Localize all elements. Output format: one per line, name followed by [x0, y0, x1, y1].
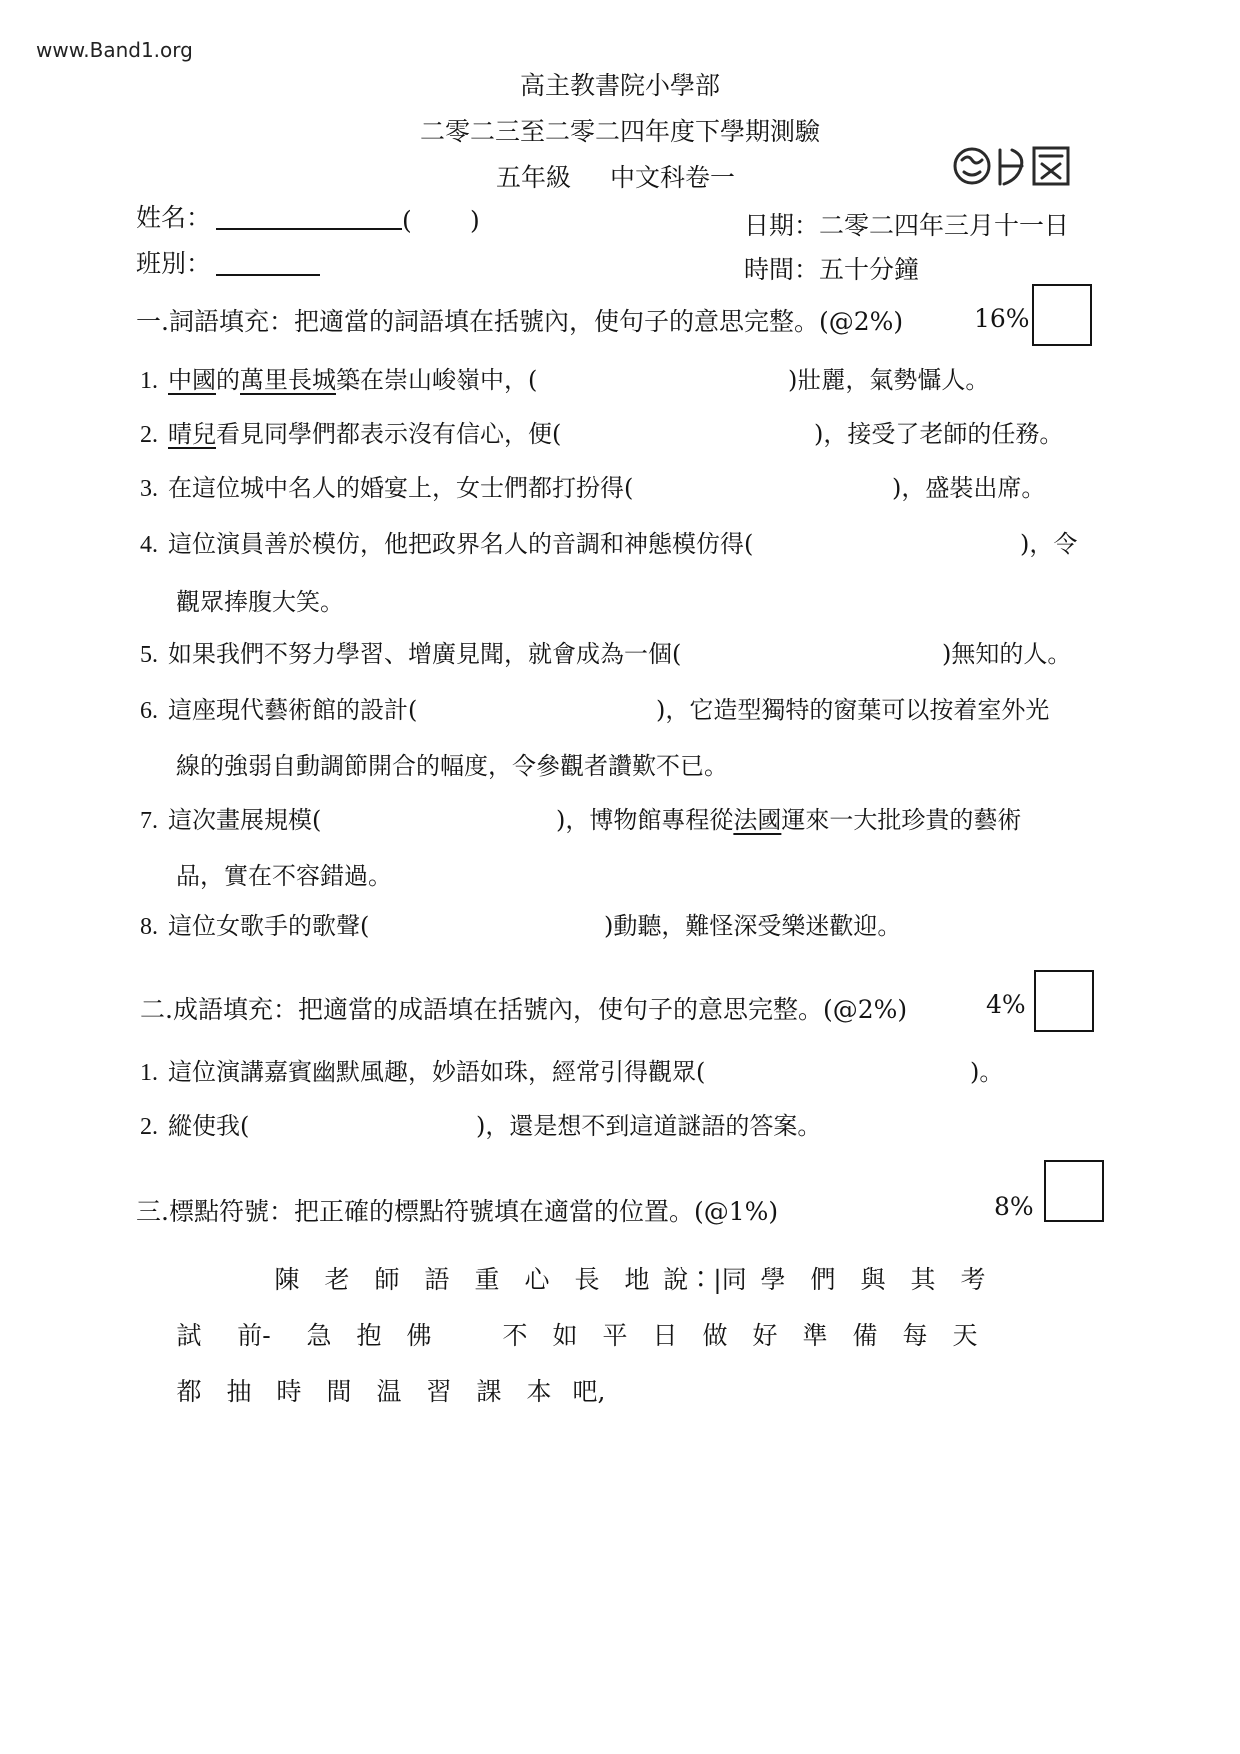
punct-char: 準 — [802, 1321, 828, 1350]
class-label: 班別： — [136, 249, 212, 278]
question-number: 7. — [140, 808, 158, 834]
punctuation-row-1 — [262, 1260, 998, 1296]
site-watermark: www.Band1.org — [36, 38, 193, 62]
punct-char: 本 — [526, 1377, 552, 1406]
proper-noun: 晴兒 — [168, 420, 216, 448]
section1-score: 16% — [974, 304, 1030, 333]
question-number: 3. — [140, 476, 158, 502]
punct-char: 長 — [574, 1265, 600, 1294]
s1-q2-tail: )，接受了老師的任務。 — [814, 420, 1064, 448]
question-number: 1. — [140, 1060, 158, 1086]
punct-char: 時 — [276, 1377, 302, 1406]
punct-char: 重 — [474, 1265, 500, 1294]
punct-char: 課 — [476, 1377, 502, 1406]
punct-char: 語 — [424, 1265, 450, 1294]
s1-question-2 — [140, 414, 561, 449]
question-text: 在這位城中名人的婚宴上，女士們都打扮得( — [168, 474, 634, 502]
s1-q7-line2: 品，實在不容錯過。 — [176, 862, 392, 890]
question-text: )，博物館專程從 — [556, 806, 734, 834]
punct-char: 抱 — [356, 1321, 382, 1350]
section2-score-box[interactable] — [1034, 970, 1094, 1032]
s1-q8-tail: )動聽，難怪深受樂迷歡迎。 — [604, 912, 902, 940]
punct-char: 與 — [860, 1265, 886, 1294]
s1-q1-tail: )壯麗，氣勢懾人。 — [788, 366, 990, 394]
punct-char: 抽 — [226, 1377, 252, 1406]
punct-char: 温 — [376, 1377, 402, 1406]
s2-question-2 — [140, 1106, 249, 1141]
question-text: 如果我們不努力學習、增廣見聞，就會成為一個( — [168, 640, 682, 668]
s1-q6-tail: )，它造型獨特的窗葉可以按着室外光 — [656, 696, 1050, 724]
punct-char: 急 — [306, 1321, 332, 1350]
section3-score: 8% — [994, 1192, 1034, 1221]
proper-noun: 法國 — [733, 806, 782, 834]
exam-duration: 時間：五十分鐘 — [744, 255, 920, 284]
question-text: 縱使我( — [168, 1112, 250, 1140]
punct-char: 每 — [902, 1321, 928, 1350]
grade-label: 五年級 — [496, 163, 572, 192]
punct-char: 間 — [326, 1377, 352, 1406]
punct-char: 試 — [176, 1321, 202, 1350]
proper-noun: 中國 — [168, 366, 216, 394]
s1-q4-line2: 觀眾捧腹大笑。 — [176, 588, 344, 616]
punct-char: 說∶|同 — [663, 1265, 747, 1294]
s1-question-8 — [140, 906, 369, 941]
punct-char: 都 — [176, 1377, 202, 1406]
punct-char: 如 — [552, 1321, 578, 1350]
punct-char: 備 — [852, 1321, 878, 1350]
question-text: 這位女歌手的歌聲( — [168, 912, 370, 940]
question-number: 5. — [140, 642, 158, 668]
question-number: 6. — [140, 698, 158, 724]
handwritten-stamp-icon — [950, 142, 1082, 188]
question-number: 2. — [140, 422, 158, 448]
question-text: 的 — [216, 366, 240, 394]
punct-char: 做 — [702, 1321, 728, 1350]
punct-char: 習 — [426, 1377, 452, 1406]
s1-question-5 — [140, 634, 681, 669]
s2-q1-tail: )。 — [970, 1058, 1004, 1086]
section1-score-box[interactable] — [1032, 284, 1092, 346]
class-blank[interactable] — [216, 252, 320, 276]
punct-char: 日 — [652, 1321, 678, 1350]
exam-date: 日期：二零二四年三月十一日 — [744, 211, 1070, 240]
section3-title: 三.標點符號：把正確的標點符號填在適當的位置。(@1%) — [136, 1197, 779, 1226]
punctuation-row-3 — [164, 1372, 614, 1408]
name-label: 姓名： — [136, 203, 212, 232]
section1-title: 一.詞語填充：把適當的詞語填在括號內，使句子的意思完整。(@2%) — [136, 307, 904, 336]
question-text: 運來一大批珍貴的藝術 — [781, 806, 1022, 834]
punct-char: 老 — [324, 1265, 350, 1294]
s2-question-1 — [140, 1052, 705, 1087]
punct-char: 學 — [760, 1265, 786, 1294]
s1-q6-line2: 線的強弱自動調節開合的幅度，令參觀者讚歎不已。 — [176, 752, 728, 780]
proper-noun: 萬里長城 — [240, 366, 336, 394]
punct-char: 佛 — [406, 1321, 432, 1350]
s1-q7-tail — [556, 800, 1021, 835]
name-blank[interactable] — [216, 206, 402, 230]
punct-char: 陳 — [274, 1265, 300, 1294]
s1-question-4 — [140, 524, 753, 559]
punct-char: 前- — [237, 1321, 271, 1350]
section2-title: 二.成語填充：把適當的成語填在括號內，使句子的意思完整。(@2%) — [140, 995, 908, 1024]
punct-char: 吧, — [572, 1377, 606, 1406]
question-text: 這次畫展規模( — [168, 806, 322, 834]
school-name: 高主教書院小學部 — [519, 71, 720, 100]
s1-question-1 — [140, 360, 537, 395]
punct-char: 平 — [602, 1321, 628, 1350]
punct-char: 天 — [952, 1321, 978, 1350]
punct-char: 師 — [374, 1265, 400, 1294]
punct-char: 們 — [810, 1265, 836, 1294]
question-number: 2. — [140, 1114, 158, 1140]
question-text: 這位演講嘉賓幽默風趣，妙語如珠，經常引得觀眾( — [168, 1058, 706, 1086]
s1-question-3 — [140, 468, 633, 503]
punctuation-row-2 — [164, 1316, 990, 1352]
question-text: 築在崇山峻嶺中，( — [336, 366, 538, 394]
s1-question-6 — [140, 690, 417, 725]
question-number: 1. — [140, 368, 158, 394]
punct-char: 心 — [524, 1265, 550, 1294]
question-number: 4. — [140, 532, 158, 558]
s2-q2-tail: )，還是想不到這道謎語的答案。 — [476, 1112, 822, 1140]
punct-char: 不 — [502, 1321, 528, 1350]
punct-char: 其 — [910, 1265, 936, 1294]
section3-score-box[interactable] — [1044, 1160, 1104, 1222]
subject-label: 中文科卷一 — [610, 163, 736, 192]
punct-char: 好 — [752, 1321, 778, 1350]
s1-question-7 — [140, 800, 321, 835]
class-number-paren-open: ( — [402, 206, 412, 235]
section2-score: 4% — [986, 990, 1026, 1019]
s1-q4-tail: )，令 — [1020, 530, 1078, 558]
s1-q5-tail: )無知的人。 — [942, 640, 1072, 668]
question-text: 這位演員善於模仿，他把政界名人的音調和神態模仿得( — [168, 530, 754, 558]
question-text: 看見同學們都表示沒有信心，便( — [216, 420, 562, 448]
punct-char: 地 — [624, 1265, 650, 1294]
punct-char: 考 — [960, 1265, 986, 1294]
class-number-paren-close: ) — [470, 206, 480, 235]
question-number: 8. — [140, 914, 158, 940]
question-text: 這座現代藝術館的設計( — [168, 696, 418, 724]
exam-title: 二零二三至二零二四年度下學期測驗 — [419, 117, 820, 146]
s1-q3-tail: )，盛裝出席。 — [892, 474, 1046, 502]
